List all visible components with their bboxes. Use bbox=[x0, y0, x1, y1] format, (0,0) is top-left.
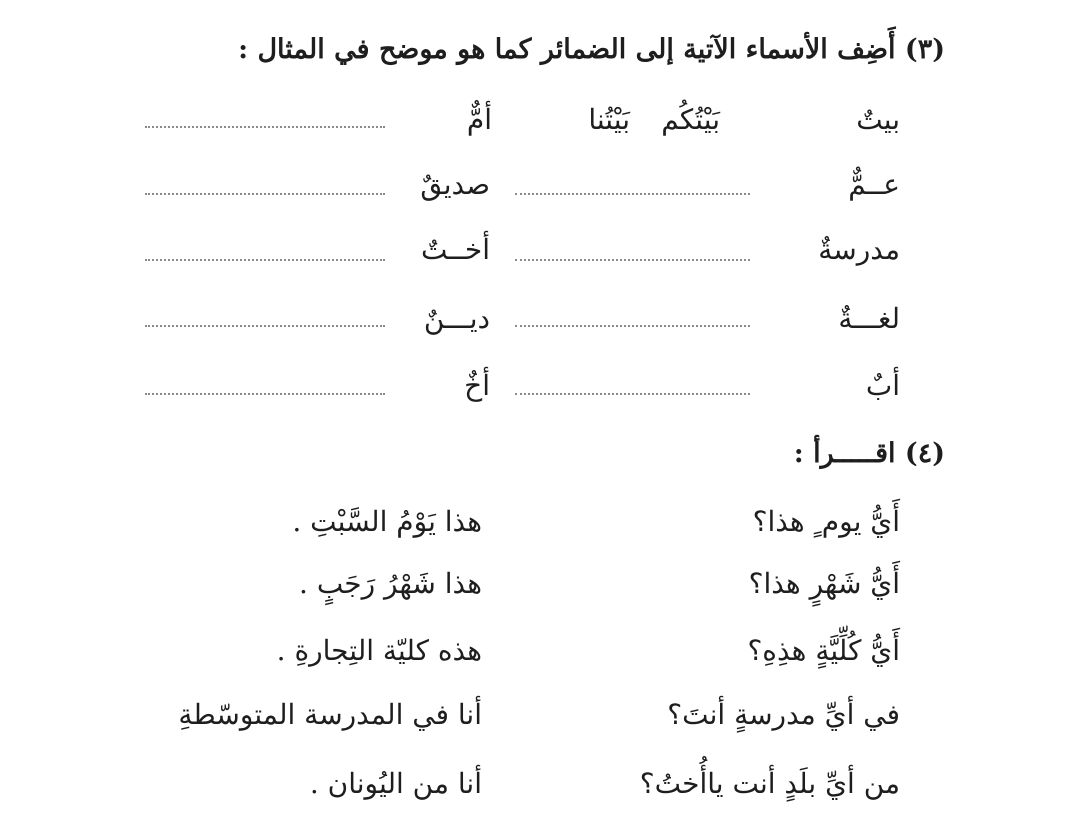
example-form-na: بَيْتُنا bbox=[588, 103, 630, 136]
answer-1: هذا يَوْمُ السَّبْتِ . bbox=[292, 505, 482, 538]
question-5: من أيِّ بلَدٍ أنت ياأُختُ؟ bbox=[639, 767, 900, 800]
row4-blank1 bbox=[515, 393, 750, 395]
row2-blank2 bbox=[145, 259, 385, 261]
row2-blank1 bbox=[515, 259, 750, 261]
answer-5: أنا من اليُونان . bbox=[309, 767, 482, 800]
answer-2: هذا شَهْرُ رَجَبٍ . bbox=[299, 567, 482, 600]
example-word-2: أمٌّ bbox=[466, 103, 492, 136]
row2-word2: أخــتٌ bbox=[421, 233, 490, 266]
answer-4: أنا في المدرسة المتوسّطةِ bbox=[178, 698, 482, 731]
row2-word1: مدرسةٌ bbox=[818, 233, 900, 266]
row4-word1: أبٌ bbox=[865, 369, 900, 402]
example-word: بيتٌ bbox=[856, 103, 900, 136]
row1-blank1 bbox=[515, 193, 750, 195]
row1-word1: عــمٌّ bbox=[848, 168, 900, 201]
row4-blank2 bbox=[145, 393, 385, 395]
row1-blank2 bbox=[145, 193, 385, 195]
row1-word2: صديقٌ bbox=[420, 168, 490, 201]
row3-word1: لغـــةٌ bbox=[838, 302, 900, 335]
exercise-3-heading: (٣) أَضِف الأسماء الآتية إلى الضمائر كما هو موضح في المثال : bbox=[238, 34, 945, 65]
exercise-4-heading: (٤) اقـــــرأ : bbox=[793, 438, 945, 469]
question-3: أَيُّ كُلِّيَّةٍ هذِهِ؟ bbox=[747, 634, 900, 667]
question-1: أَيُّ يوم ٍ هذا؟ bbox=[752, 505, 900, 538]
example-form-kum: بَيْتُكُم bbox=[661, 103, 720, 136]
row3-blank2 bbox=[145, 325, 385, 327]
question-4: في أيِّ مدرسةٍ أنتَ؟ bbox=[667, 698, 900, 731]
answer-3: هذه كليّة التِجارةِ . bbox=[276, 634, 482, 667]
row3-word2: ديـــنٌ bbox=[423, 302, 490, 335]
question-2: أَيُّ شَهْرٍ هذا؟ bbox=[748, 567, 900, 600]
row4-word2: أخٌ bbox=[464, 369, 490, 402]
example-answer-blank bbox=[145, 126, 385, 128]
row3-blank1 bbox=[515, 325, 750, 327]
